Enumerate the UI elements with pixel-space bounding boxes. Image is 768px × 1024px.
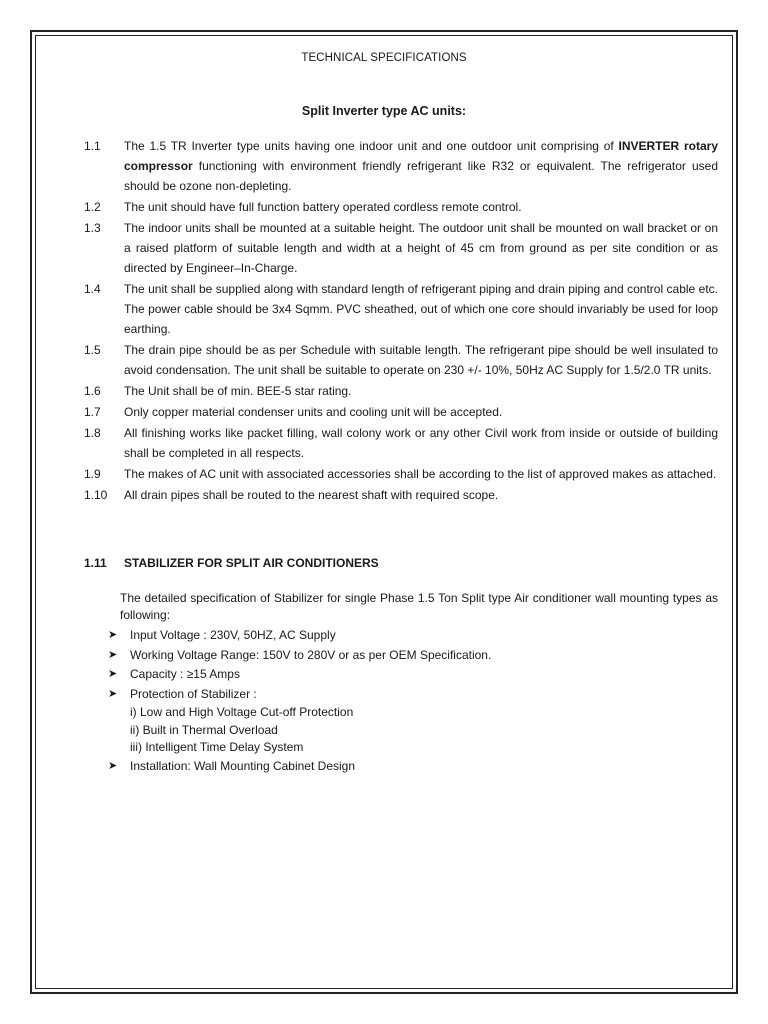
arrowhead-bullet-icon: ➤ bbox=[108, 668, 118, 680]
document-title: TECHNICAL SPECIFICATIONS bbox=[301, 52, 467, 64]
clause-list bbox=[0, 136, 768, 506]
clause-1-2 bbox=[0, 197, 768, 217]
clause-number: 1.10 bbox=[84, 488, 108, 502]
clause-1-3 bbox=[0, 218, 768, 278]
protection-sub-item: i) Low and High Voltage Cut-off Protection bbox=[130, 705, 354, 719]
clause-text: The indoor units shall be mounted at a suitable height. The outdoor unit shall be mounted on wall bracket or on a raised platform of suitable length and width at a height of 45 cm from ground as per site condition or as directed by Engineer–In-Charge. bbox=[124, 221, 718, 275]
clause-number: 1.3 bbox=[84, 221, 101, 235]
clause-number: 1.4 bbox=[84, 282, 101, 296]
stabilizer-bullet-list bbox=[108, 626, 708, 776]
clause-text: All finishing works like packet filling, wall colony work or any other Civil work from inside or outside of building shall be completed in all respects. bbox=[124, 426, 718, 460]
clause-text: The makes of AC unit with associated accessories shall be according to the list of approved makes as attached. bbox=[124, 467, 717, 481]
clause-text: The 1.5 TR Inverter type units having one indoor unit and one outdoor unit comprising of INVERTER rotary compressor functioning with environment friendly refrigerant like R32 or equivalent. The refrigerator used should be ozone non-depleting. bbox=[124, 139, 718, 193]
clause-1-8 bbox=[0, 423, 768, 463]
section-title: STABILIZER FOR SPLIT AIR CONDITIONERS bbox=[124, 556, 379, 570]
arrowhead-bullet-icon: ➤ bbox=[108, 648, 118, 661]
arrowhead-bullet-icon: ➤ bbox=[108, 629, 118, 641]
clause-text: The unit shall be supplied along with standard length of refrigerant piping and drain piping and control cable etc. The power cable should be 3x4 Sqmm. PVC sheathed, out of which one core should invariably be used for loop earthing. bbox=[124, 282, 718, 336]
clause-text: The unit should have full function battery operated cordless remote control. bbox=[124, 200, 522, 214]
list-item: ➤ Installation: Wall Mounting Cabinet Design bbox=[108, 757, 708, 777]
list-item: ➤ Input Voltage : 230V, 50HZ, AC Supply bbox=[108, 626, 708, 646]
clause-1-5 bbox=[0, 340, 768, 380]
clause-number: 1.6 bbox=[84, 384, 101, 398]
clause-1-10 bbox=[0, 485, 768, 505]
protection-sub-item: ii) Built in Thermal Overload bbox=[130, 722, 278, 737]
arrowhead-bullet-icon: ➤ bbox=[108, 759, 118, 772]
section-number: 1.11 bbox=[84, 556, 107, 570]
stabilizer-section-heading bbox=[84, 553, 379, 573]
clause-1-6 bbox=[0, 381, 768, 401]
clause-number: 1.8 bbox=[84, 426, 101, 440]
clause-number: 1.7 bbox=[84, 405, 101, 419]
clause-1-4 bbox=[0, 279, 768, 339]
clause-number: 1.2 bbox=[84, 200, 101, 214]
list-item: ➤ Capacity : ≥15 Amps bbox=[108, 665, 708, 685]
clause-text: Only copper material condenser units and cooling unit will be accepted. bbox=[124, 405, 503, 419]
document-subtitle: Split Inverter type AC units: bbox=[301, 104, 467, 118]
list-item: ➤ Protection of Stabilizer : bbox=[108, 685, 708, 705]
clause-number: 1.5 bbox=[84, 343, 101, 357]
stabilizer-intro: The detailed specification of Stabilizer for single Phase 1.5 Ton Split type Air conditioner wall mounting types as following: bbox=[120, 591, 718, 622]
clause-text: The drain pipe should be as per Schedule with suitable length. The refrigerant pipe should be well insulated to avoid condensation. The unit shall be suitable to operate on 230 +/- 10%, 50Hz AC Supply for 1.5/2.0 TR units. bbox=[124, 343, 718, 377]
clause-emphasis: INVERTER rotary compressor bbox=[124, 139, 718, 173]
clause-text: The Unit shall be of min. BEE-5 star rating. bbox=[124, 384, 352, 398]
clause-1-7 bbox=[0, 402, 768, 422]
clause-number: 1.9 bbox=[84, 467, 101, 481]
clause-1-1 bbox=[0, 136, 768, 196]
clause-text: All drain pipes shall be routed to the nearest shaft with required scope. bbox=[124, 488, 499, 502]
protection-sub-item: iii) Intelligent Time Delay System bbox=[130, 740, 304, 754]
clause-1-9 bbox=[0, 464, 768, 484]
clause-number: 1.1 bbox=[84, 139, 101, 153]
list-item: ➤ Working Voltage Range: 150V to 280V or as per OEM Specification. bbox=[108, 646, 708, 666]
arrowhead-bullet-icon: ➤ bbox=[108, 687, 118, 700]
